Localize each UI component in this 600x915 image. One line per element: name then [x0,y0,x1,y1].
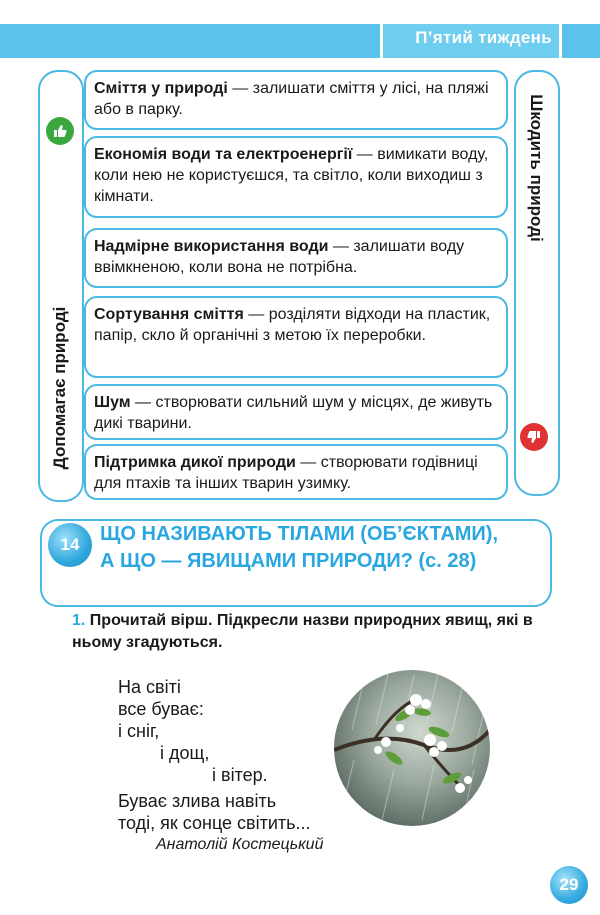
card-noise [84,384,508,440]
section-number-badge: 14 [48,523,92,567]
card-title: Сміття у природі [94,80,228,97]
poem-line: і сніг, [118,721,160,741]
section-title: ЩО НАЗИВАЮТЬ ТІЛАМИ (ОБ’ЄКТАМИ), А ЩО — ЯВИЩАМИ ПРИРОДИ? (с. 28) [100,523,499,572]
card-title: Підтримка дикої природи [94,454,296,471]
thumbs-up-icon [46,117,74,145]
blossom-rain-photo [334,670,490,826]
task-text: Прочитай вірш. Підкресли назви природних явищ, які в ньому згадуються. [72,612,533,651]
poem-author: Анатолій Костецький [156,836,324,853]
card-text: — залишати сміття у лісі, на пляжі або в парку. [94,80,489,118]
card-title: Економія води та електроенергії [94,146,353,163]
card-waste-sorting [84,296,508,378]
card-title: Шум [94,394,131,411]
card-title: Надмірне використання води [94,238,329,255]
task-instruction [72,610,560,654]
poem-line: і дощ, [160,743,210,763]
card-saving-water-energy [84,136,508,218]
card-text: — створювати годівниці для птахів та інших тварин узимку. [94,454,478,492]
helps-nature-label: Допомагає природі [50,306,69,470]
card-litter-in-nature [84,70,508,130]
card-wildlife-support [84,444,508,500]
card-title: Сортування сміття [94,306,244,323]
poem-line: і вітер. [212,765,268,785]
card-text: — розділяти відходи на пластик, папір, скло й органічні з метою їх переробки. [94,306,491,344]
card-text: — залишати воду ввімкненою, коли вона не потрібна. [94,238,465,276]
harms-nature-label: Шкодить природі [527,94,546,242]
card-excessive-water-use [84,228,508,288]
card-text: — вимикати воду, коли нею не користуєшся, та світло, коли виходиш з кімнати. [94,146,489,205]
page-number: 29 [550,866,588,904]
task-number: 1. [72,612,86,629]
card-text: — створювати сильний шум у місцях, де живуть дикі тварини. [94,394,493,432]
thumbs-down-icon [520,423,548,451]
poem-line: все буває: [118,699,204,719]
poem-line: На світі [118,677,181,697]
week-label: П’ятий тиждень [415,28,552,47]
poem-line: Буває злива навіть [118,791,277,811]
poem-line: тоді, як сонце світить... [118,813,311,833]
